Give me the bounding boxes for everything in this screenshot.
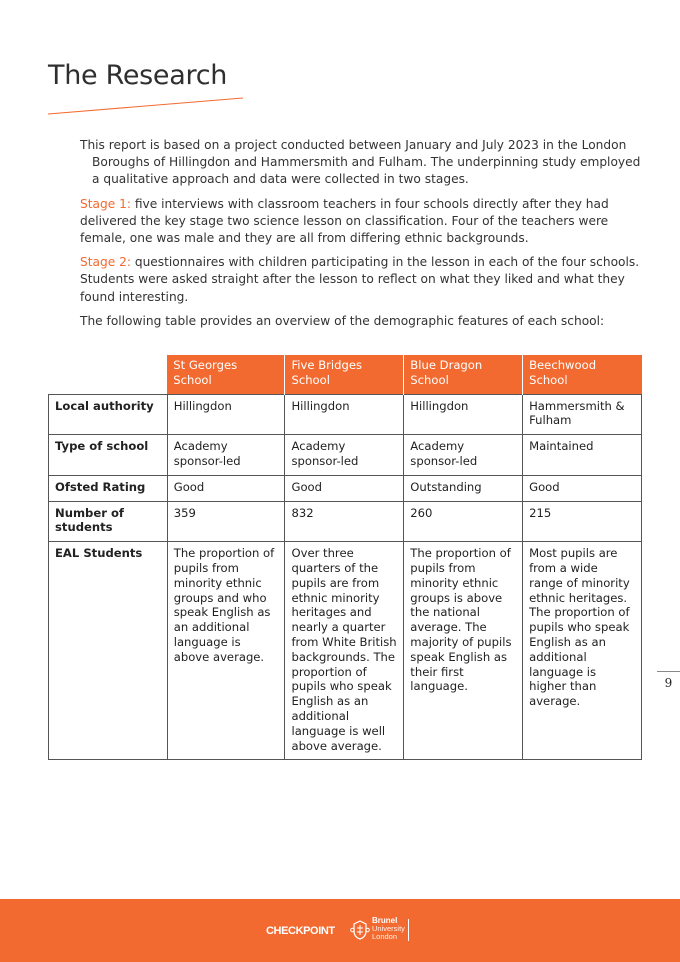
table-cell: Academy sponsor-led <box>404 435 523 476</box>
brunel-crest-icon <box>350 919 370 941</box>
page-title: The Research <box>48 60 228 91</box>
table-cell: Hillingdon <box>167 394 285 435</box>
intro-text <box>80 137 645 337</box>
table-cell: Maintained <box>523 435 642 476</box>
table-cell: Good <box>523 475 642 501</box>
demographics-table <box>48 355 642 760</box>
table-cell: Most pupils are from a wide range of minority ethnic heritages. The proportion of pupils who speak English as an additional language is higher than average. <box>523 542 642 760</box>
table-row <box>49 435 642 476</box>
stage-1-text: five interviews with classroom teachers in four schools directly after they had delivered the key stage two science lesson on classification. Four of the teachers were female, one was male and they are all from differing ethnic backgrounds. <box>80 196 609 246</box>
intro-paragraph: This report is based on a project conducted between January and July 2023 in the London Boroughs of Hillingdon and Hammersmith and Fulham. The underpinning study employed a qualitative approach and data were collected in two stages. <box>80 138 641 187</box>
table-cell: Over three quarters of the pupils are from ethnic minority heritages and nearly a quarter from White British backgrounds. The proportion of pupils who speak English as an additional language is well above average. <box>285 542 404 760</box>
table-cell: 359 <box>167 501 285 542</box>
table-cell: 215 <box>523 501 642 542</box>
row-label: Type of school <box>49 435 168 476</box>
table-header-row <box>49 355 642 394</box>
checkpoint-logo: CHECKPOINT <box>266 925 335 937</box>
brunel-london: London <box>372 932 398 941</box>
stage-1-paragraph <box>80 196 645 248</box>
stage-2-paragraph <box>80 254 645 306</box>
table-cell: Hillingdon <box>285 394 404 435</box>
table-cell: Hillingdon <box>404 394 523 435</box>
footer-bar <box>0 899 680 962</box>
row-label: Local authority <box>49 394 168 435</box>
header-school: Five Bridges School <box>285 355 404 394</box>
page-number: 9 <box>657 671 680 690</box>
table-row <box>49 394 642 435</box>
row-label: Ofsted Rating <box>49 475 168 501</box>
header-blank <box>49 355 168 394</box>
brunel-university: University <box>372 924 405 933</box>
brunel-wordmark <box>372 917 405 941</box>
table-cell: Academy sponsor-led <box>167 435 285 476</box>
stage-1-label: Stage 1: <box>80 196 131 211</box>
header-school: Beechwood School <box>523 355 642 394</box>
brunel-divider <box>408 919 409 941</box>
table-cell: The proportion of pupils from minority ethnic groups is above the national average. The majority of pupils speak English as their first language. <box>404 542 523 760</box>
brunel-name: Brunel <box>372 916 398 925</box>
table-cell: Outstanding <box>404 475 523 501</box>
table-cell: Good <box>285 475 404 501</box>
table-cell: Good <box>167 475 285 501</box>
table-cell: 260 <box>404 501 523 542</box>
row-label: Number of students <box>49 501 168 542</box>
table-cell: The proportion of pupils from minority ethnic groups and who speak English as an additional language is above average. <box>167 542 285 760</box>
stage-2-text: questionnaires with children participating in the lesson in each of the four schools. Students were asked straight after the lesson to reflect on what they liked and what they found interesting. <box>80 255 640 304</box>
table-intro-paragraph: The following table provides an overview of the demographic features of each school: <box>80 313 605 328</box>
table-row <box>49 542 642 760</box>
header-school: St Georges School <box>167 355 285 394</box>
header-school: Blue Dragon School <box>404 355 523 394</box>
table-row <box>49 501 642 542</box>
table-row <box>49 475 642 501</box>
table-cell: Academy sponsor-led <box>285 435 404 476</box>
table-cell: 832 <box>285 501 404 542</box>
brunel-logo <box>350 917 414 945</box>
row-label: EAL Students <box>49 542 168 760</box>
table-cell: Hammersmith & Fulham <box>523 394 642 435</box>
stage-2-label: Stage 2: <box>80 255 131 270</box>
title-underline <box>48 92 244 122</box>
